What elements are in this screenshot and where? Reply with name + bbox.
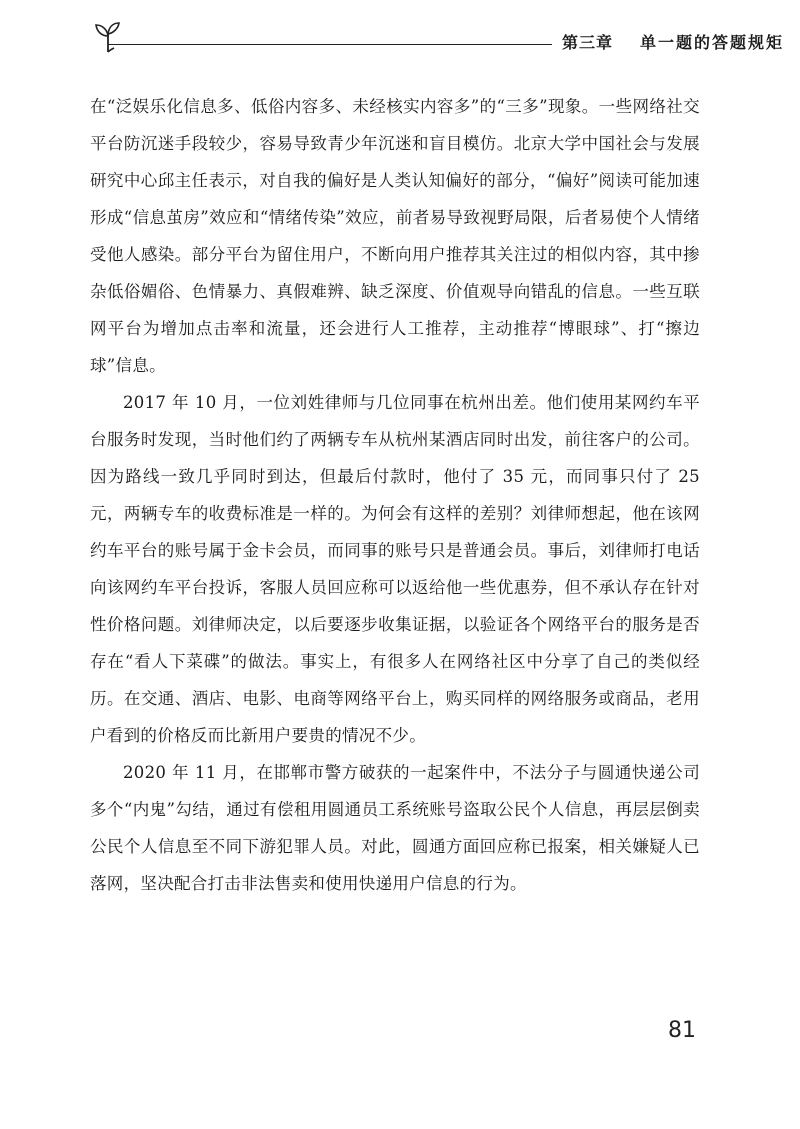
paragraph: 2020 年 11 月，在邯郸市警方破获的一起案件中，不法分子与圆通快递公司多个“内鬼”勾结，通过有偿租用圆通员工系统账号盗取公民个人信息，再层层倒卖公民个人信息至不同下游犯罪人员。对此，圆通方面回应称已报案，相关嫌疑人已落网，坚决配合打击非法售卖和使用快递用户信息的行为。 <box>90 763 700 893</box>
chapter-title: 单一题的答题规矩 <box>640 33 785 52</box>
sprout-icon <box>88 16 128 56</box>
paragraph: 2017 年 10 月，一位刘姓律师与几位同事在杭州出差。他们使用某网约车平台服务时发现，当时他们约了两辆专车从杭州某酒店同时出发，前往客户的公司。因为路线一致几乎同时到达，但最后付款时，他付了 35 元，而同事只付了 25 元，两辆专车的收费标准是一样的。为何会有这样的差别？刘律师想起，他在该网约车平台的账号属于金卡会员，而同事的账号只是普通会员。事后，刘律师打电话向该网约车平台投诉，客服人员回应称可以返给他一些优惠券，但不承认存在针对性价格问题。刘律师决定，以后要逐步收集证据，以验证各个网络平台的服务是否存在“看人下菜碟”的做法。事实上，有很多人在网络社区中分享了自己的类似经历。在交通、酒店、电影、电商等网络平台上，购买同样的网络服务或商品，老用户看到的价格反而比新用户要贵的情况不少。 <box>90 393 700 745</box>
paragraph: 在“泛娱乐化信息多、低俗内容多、未经核实内容多”的“三多”现象。一些网络社交平台防沉迷手段较少，容易导致青少年沉迷和盲目模仿。北京大学中国社会与发展研究中心邱主任表示，对自我的偏好是人类认知偏好的部分，“偏好”阅读可能加速形成“信息茧房”效应和“情绪传染”效应，前者易导致视野局限，后者易使个人情绪受他人感染。部分平台为留住用户，不断向用户推荐其关注过的相似内容，其中掺杂低俗媚俗、色情暴力、真假难辨、缺乏深度、价值观导向错乱的信息。一些互联网平台为增加点击率和流量，还会进行人工推荐，主动推荐“博眼球”、打“擦边球”信息。 <box>90 97 700 375</box>
chapter-label: 第三章 <box>562 33 614 52</box>
page-number: 81 <box>668 1018 696 1043</box>
body-text <box>90 88 700 902</box>
running-header <box>88 14 785 64</box>
header-rule <box>108 44 552 45</box>
